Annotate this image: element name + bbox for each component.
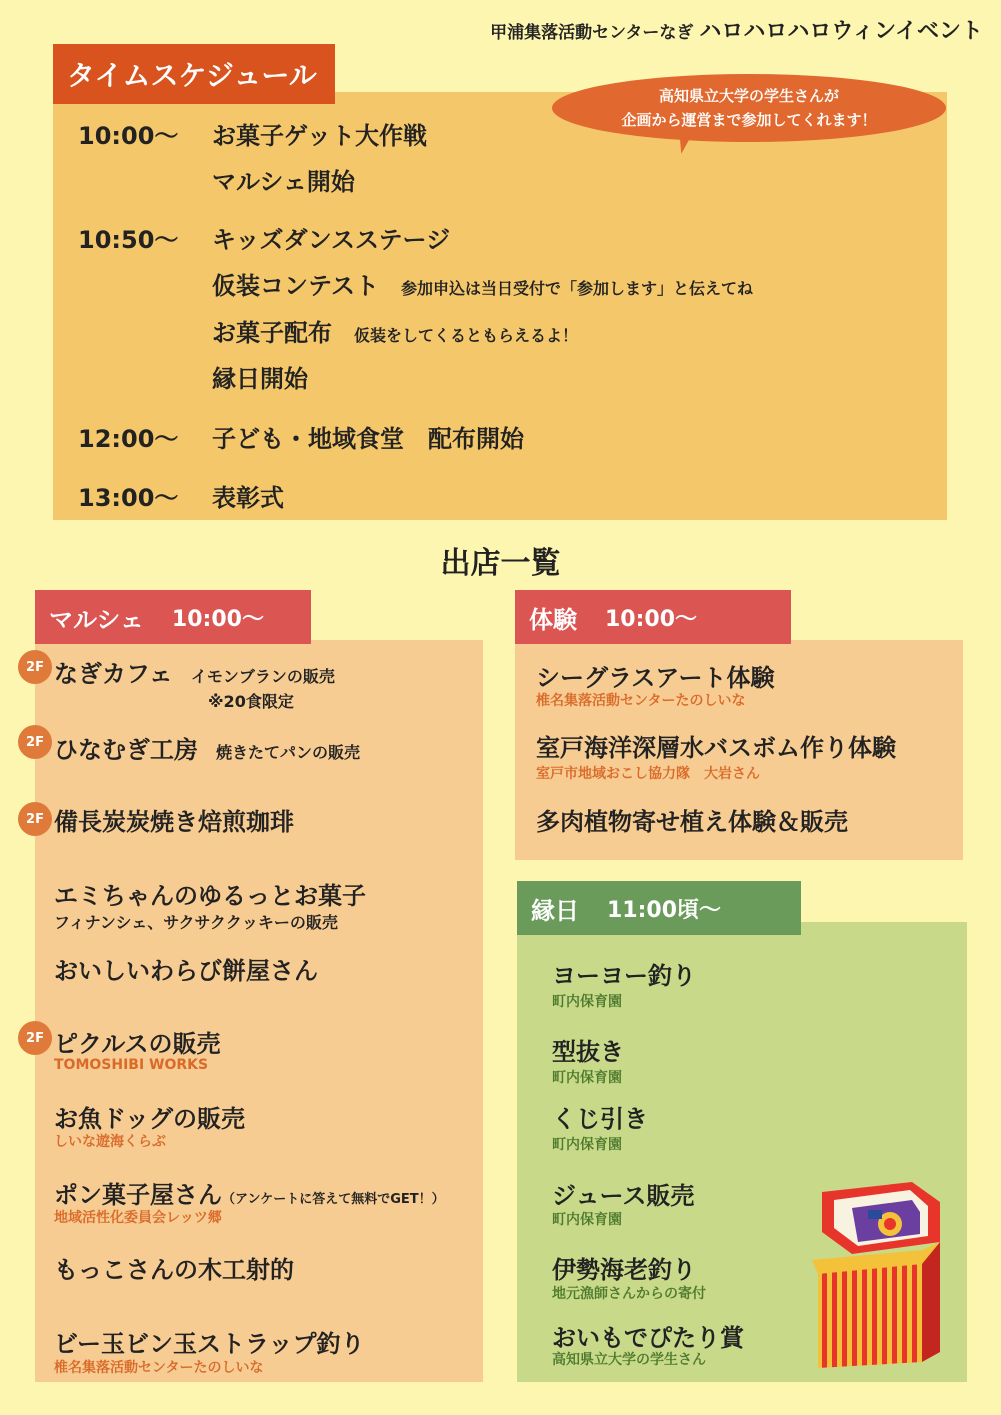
shop-org: 地域活性化委員会レッツ郷 (54, 1210, 222, 1226)
shop-name: お魚ドッグの販売 (54, 1105, 246, 1133)
ennichi-name: ジュース販売 (552, 1182, 695, 1210)
shop-name: ビー玉ビン玉ストラップ釣り (54, 1330, 365, 1358)
marche-tag (35, 590, 311, 644)
experience-name: シーグラスアート体験 (536, 664, 775, 692)
ennichi-org: 高知県立大学の学生さん (552, 1352, 706, 1368)
shop-name: おいしいわらび餅屋さん (54, 957, 318, 985)
schedule-panel (53, 92, 947, 520)
schedule-event: 仮装コンテスト (212, 272, 380, 300)
ennichi-org: 町内保育園 (552, 1137, 622, 1153)
floor-badge: 2F (18, 802, 52, 836)
festival-stall-illustration (812, 1182, 952, 1372)
experience-org: 室戸市地域おこし協力隊 大岩さん (536, 766, 760, 782)
ennichi-tag (517, 881, 801, 935)
shop-name: もっこさんの木工射的 (54, 1256, 294, 1284)
bubble-line: 高知県立大学の学生さんが (658, 87, 839, 105)
experience-time: 10:00〜 (605, 606, 698, 632)
experience-label: 体験 (529, 605, 577, 634)
floor-badge: 2F (18, 650, 52, 684)
schedule-note: 仮装をしてくるともらえるよ！ (354, 326, 579, 345)
ennichi-name: 型抜き (552, 1038, 624, 1066)
shop-org: しいな遊海くらぶ (54, 1134, 166, 1150)
ennichi-name: 伊勢海老釣り (552, 1256, 696, 1284)
experience-tag (515, 590, 791, 644)
schedule-event: 縁日開始 (212, 365, 308, 393)
schedule-time: 13:00〜 (78, 484, 179, 512)
marche-label: マルシェ (49, 605, 144, 634)
ennichi-org: 町内保育園 (552, 1070, 622, 1086)
shops-title: 出店一覧 (440, 546, 561, 581)
schedule-title: タイムスケジュール (53, 44, 335, 104)
shop-item (54, 1175, 445, 1210)
event-header (490, 14, 983, 45)
schedule-event: キッズダンスステージ (212, 226, 451, 254)
shop-org: TOMOSHIBI WORKS (54, 1057, 209, 1073)
shop-org: 椎名集落活動センターたのしいな (54, 1360, 264, 1376)
experience-org: 椎名集落活動センターたのしいな (536, 693, 746, 709)
shop-desc: イモンブランの販売 (190, 667, 335, 686)
shop-note: フィナンシェ、サクサククッキーの販売 (54, 913, 338, 932)
bubble-line: 企画から運営まで参加してくれます！ (621, 111, 877, 129)
shop-item (54, 730, 360, 765)
experience-name: 多肉植物寄せ植え体験＆販売 (536, 808, 848, 836)
shop-item (54, 654, 335, 689)
ennichi-org: 町内保育園 (552, 1212, 622, 1228)
schedule-time: 12:00〜 (78, 425, 179, 453)
schedule-time: 10:50〜 (78, 226, 179, 254)
experience-name: 室戸海洋深層水バスボム作り体験 (536, 734, 896, 762)
schedule-event-row (212, 313, 578, 348)
schedule-time: 10:00〜 (78, 122, 179, 150)
schedule-event: 表彰式 (212, 484, 284, 512)
shop-desc: （アンケートに答えて無料でGET！） (222, 1192, 445, 1207)
speech-bubble (552, 74, 946, 142)
ennichi-label: 縁日 (531, 896, 579, 925)
shop-name: エミちゃんのゆるっとお菓子 (54, 882, 366, 910)
schedule-event: お菓子配布 (212, 319, 332, 347)
ennichi-org: 町内保育園 (552, 994, 622, 1010)
shop-name: 備長炭炭焼き焙煎珈琲 (54, 808, 294, 836)
shop-name: ピクルスの販売 (54, 1030, 221, 1058)
shop-note: ※20食限定 (208, 692, 294, 711)
schedule-event: マルシェ開始 (212, 168, 355, 196)
shop-name: ポン菓子屋さん (54, 1181, 222, 1209)
ennichi-name: おいもでぴたり賞 (552, 1324, 744, 1352)
schedule-event: 子ども・地域食堂 配布開始 (212, 425, 524, 453)
marche-time: 10:00〜 (171, 606, 264, 632)
schedule-event: お菓子ゲット大作戦 (212, 122, 428, 150)
schedule-note: 参加申込は当日受付で「参加します」と伝えてね (401, 279, 754, 298)
organizer-name: 甲浦集落活動センターなぎ (490, 23, 694, 43)
ennichi-name: ヨーヨー釣り (552, 962, 696, 990)
floor-badge: 2F (18, 725, 52, 759)
ennichi-name: くじ引き (552, 1105, 648, 1133)
event-title: ハロハロハロウィンイベント (699, 19, 983, 44)
shop-name: ひなむぎ工房 (54, 736, 198, 764)
ennichi-time: 11:00頃〜 (607, 897, 722, 923)
shop-name: なぎカフェ (54, 660, 173, 688)
floor-badge: 2F (18, 1021, 52, 1055)
shop-desc: 焼きたてパンの販売 (216, 743, 361, 762)
schedule-event-row (212, 266, 753, 301)
ennichi-org: 地元漁師さんからの寄付 (552, 1286, 706, 1302)
